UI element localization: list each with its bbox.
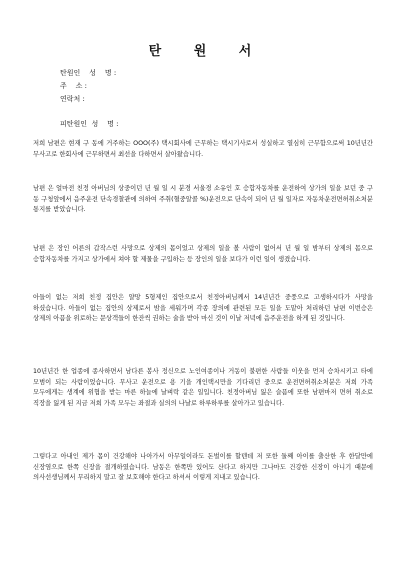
paragraph-3: 남편 은 장인 어른의 갑작스런 사망으로 상제의 몸이었고 상제의 일을 볼 사람이 없어서 년 월 일 밤부터 상제의 몸으로 승합자동차를 가지고 상가에서 쳐야 할 제물을 구입하는 등 장인의 일을 보다가 이런 일이 생겼습니다. xyxy=(33,245,373,263)
petitioner-contact-field: 연락처 : xyxy=(60,95,85,103)
defendant-name-field: 피탄원인 성 명 : xyxy=(60,120,119,128)
paragraph-6: 그렇다고 아내인 제가 몸이 건강해야 나아가서 아무일이라도 돈벌이를 할텐데 저 또한 둘째 아이를 출산한 후 한달만에 신장염으로 한쪽 신장을 절개하였습니다. 남동은 한쪽만 있어도 산다고 하지만 그나마도 건강한 신장이 아니기 때문에 의사선생님께서 무리하지 말고 잘 보호해야 한다고 하셔서 이렇게 지내고 있습니다. xyxy=(33,453,373,481)
paragraph-2: 남편 은 얼마전 친정 아버님의 상중이던 년 월 일 시 분경 서울경 소유인 호 승합자동차를 운전하여 상가의 일을 보던 중 구 동 구청앞에서 음주운전 단속경찰관에 의하여 주취(혈중알콜 %)운전으로 단속이 되어 년 월 일자로 자동차운전면허취소처분 통지를 받았습니다. xyxy=(33,185,373,213)
petitioner-name-field: 탄원인 성 명 : xyxy=(60,69,117,77)
document-title: 탄 원 서 xyxy=(148,44,266,59)
paragraph-5: 10년년간 한 업종에 종사하면서 남다른 봉사 정신으로 노인여종이나 거동이 불편한 사람들 이웃을 먼저 승차시키고 타에 모범이 되는 사람이었습니다. 무사고 운전으로 용 기을 개인택시만을 기다리던 중으로 운전면허취소처분은 저희 가족 모두에게는 생계에 위협을 받는 마른 하늘에 날벼락 같은 일입니다. 친정아버님 잃은 슬픔에 또한 남편마저 면허 취소로 직장을 잃게 된 지금 저희 가족 모두는 좌절과 실의의 나날로 하루하루를 살아가고 있습니다. xyxy=(33,368,373,407)
paragraph-1: 저희 남편은 현재 구 동에 거주하는 OOO(주) 택시회사에 근무하는 택시기사로서 성실하고 열심히 근무함으로써 10년년간 무사고로 한회사에 근무하면서 최선을 다하면서 살아왔습니다. xyxy=(33,140,373,158)
paragraph-4: 아들이 없는 저희 친정 집안은 얄망 5형제인 집안으로서 친정아버님께서 14년년간 중풍으로 고생하시다가 사망을 하셨습니다. 아들이 없는 집안의 상제로서 밤을 세워가며 각종 장의에 관련된 모든 일을 도맡아 처리하던 남편 이번승은 상제의 아픔을 위로하는 문상객들이 한잔씩 권하는 술을 받아 마신 것이 이날 저녁에 음주운전을 하게 된 것입니다. xyxy=(33,294,373,322)
petitioner-address-field: 주 소 : xyxy=(60,82,88,90)
